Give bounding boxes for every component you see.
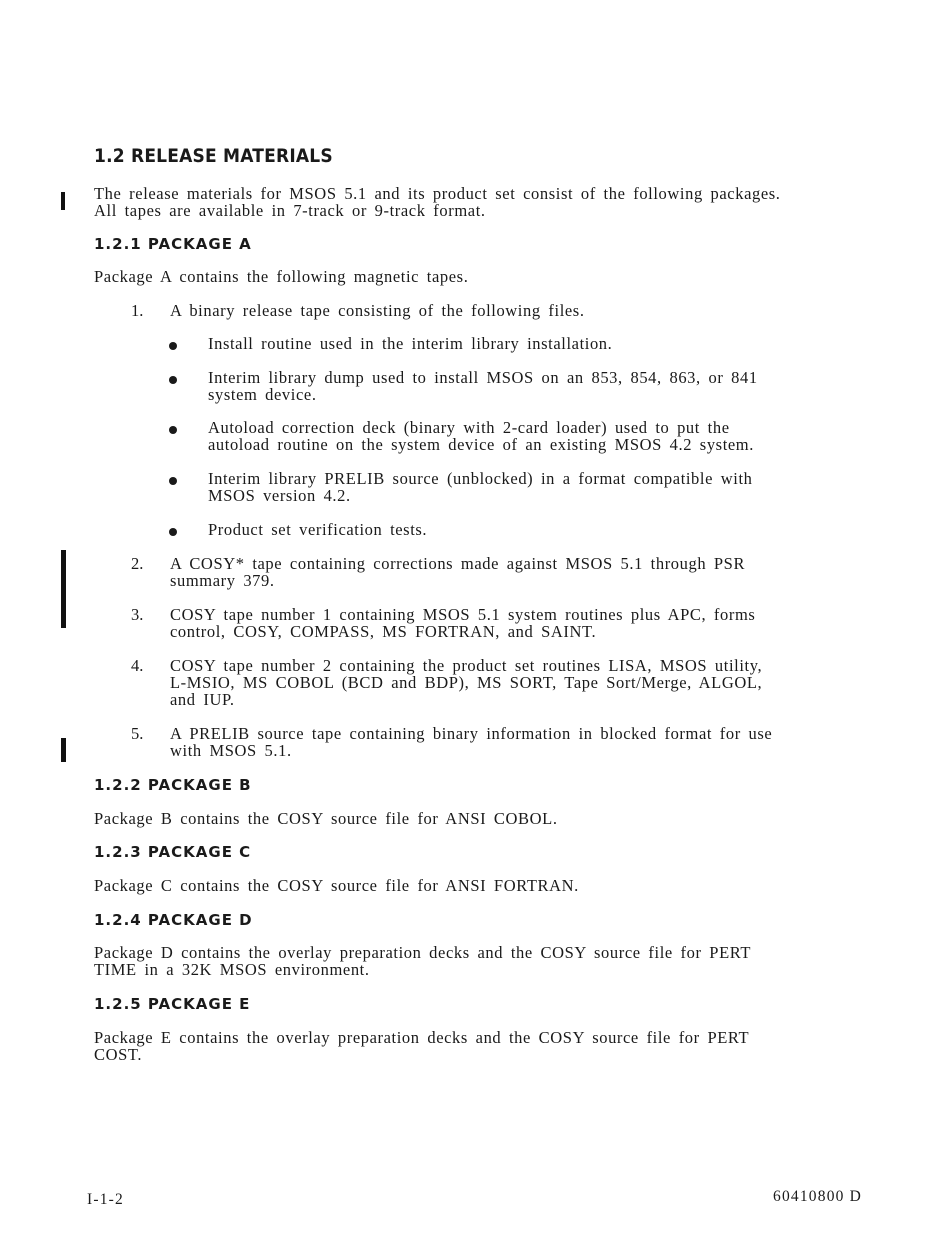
bullet-text: Interim library PRELIB source (unblocked) in a format compatible with: [208, 469, 753, 488]
intro-line: The release materials for MSOS 5.1 and its product set consist of the following packages.: [94, 184, 781, 203]
paragraph-line: COST.: [94, 1045, 143, 1064]
intro-line: All tapes are available in 7-track or 9-track format.: [94, 201, 486, 220]
list-number: 4.: [131, 656, 144, 675]
bullet-text: Install routine used in the interim library installation.: [208, 334, 613, 353]
bullet-icon: [169, 477, 177, 485]
paragraph-line: Package D contains the overlay preparation decks and the COSY source file for PERT: [94, 943, 752, 962]
bullet-icon: [169, 342, 177, 350]
list-item-text: A COSY* tape containing corrections made against MSOS 5.1 through PSR: [170, 554, 746, 573]
subsection-heading: 1.2.1 PACKAGE A: [94, 235, 252, 253]
paragraph: Package C contains the COSY source file for ANSI FORTRAN.: [94, 876, 579, 895]
list-number: 2.: [131, 554, 144, 573]
list-item-text: with MSOS 5.1.: [170, 741, 292, 760]
paragraph: Package A contains the following magnetic tapes.: [94, 267, 469, 286]
list-number: 3.: [131, 605, 144, 624]
list-item-text: A PRELIB source tape containing binary information in blocked format for use: [170, 724, 773, 743]
paragraph: Package B contains the COSY source file for ANSI COBOL.: [94, 809, 558, 828]
bullet-icon: [169, 426, 177, 434]
page-number: I-1-2: [87, 1191, 124, 1208]
list-item-text: COSY tape number 1 containing MSOS 5.1 system routines plus APC, forms: [170, 605, 756, 624]
list-item-text: COSY tape number 2 containing the product set routines LISA, MSOS utility,: [170, 656, 763, 675]
bullet-text: system device.: [208, 385, 317, 404]
subsection-heading: 1.2.5 PACKAGE E: [94, 995, 251, 1013]
bullet-text: Product set verification tests.: [208, 520, 428, 539]
change-bar: [61, 192, 65, 210]
list-item-text: and IUP.: [170, 690, 235, 709]
subsection-heading: 1.2.3 PACKAGE C: [94, 843, 252, 861]
paragraph-line: Package E contains the overlay preparation decks and the COSY source file for PERT: [94, 1028, 750, 1047]
section-heading: 1.2 RELEASE MATERIALS: [94, 145, 333, 167]
paragraph-line: TIME in a 32K MSOS environment.: [94, 960, 370, 979]
list-number: 5.: [131, 724, 144, 743]
subsection-heading: 1.2.2 PACKAGE B: [94, 776, 252, 794]
list-item-text: A binary release tape consisting of the following files.: [170, 301, 585, 320]
bullet-text: MSOS version 4.2.: [208, 486, 351, 505]
change-bar: [61, 550, 66, 628]
bullet-text: Interim library dump used to install MSOS on an 853, 854, 863, or 841: [208, 368, 758, 387]
bullet-icon: [169, 376, 177, 384]
bullet-text: Autoload correction deck (binary with 2-card loader) used to put the: [208, 418, 730, 437]
bullet-icon: [169, 528, 177, 536]
list-item-text: control, COSY, COMPASS, MS FORTRAN, and SAINT.: [170, 622, 597, 641]
list-item-text: summary 379.: [170, 571, 275, 590]
bullet-text: autoload routine on the system device of an existing MSOS 4.2 system.: [208, 435, 754, 454]
document-number: 60410800 D: [773, 1188, 863, 1205]
subsection-heading: 1.2.4 PACKAGE D: [94, 911, 253, 929]
change-bar: [61, 738, 66, 762]
list-number: 1.: [131, 301, 144, 320]
list-item-text: L-MSIO, MS COBOL (BCD and BDP), MS SORT, Tape Sort/Merge, ALGOL,: [170, 673, 763, 692]
